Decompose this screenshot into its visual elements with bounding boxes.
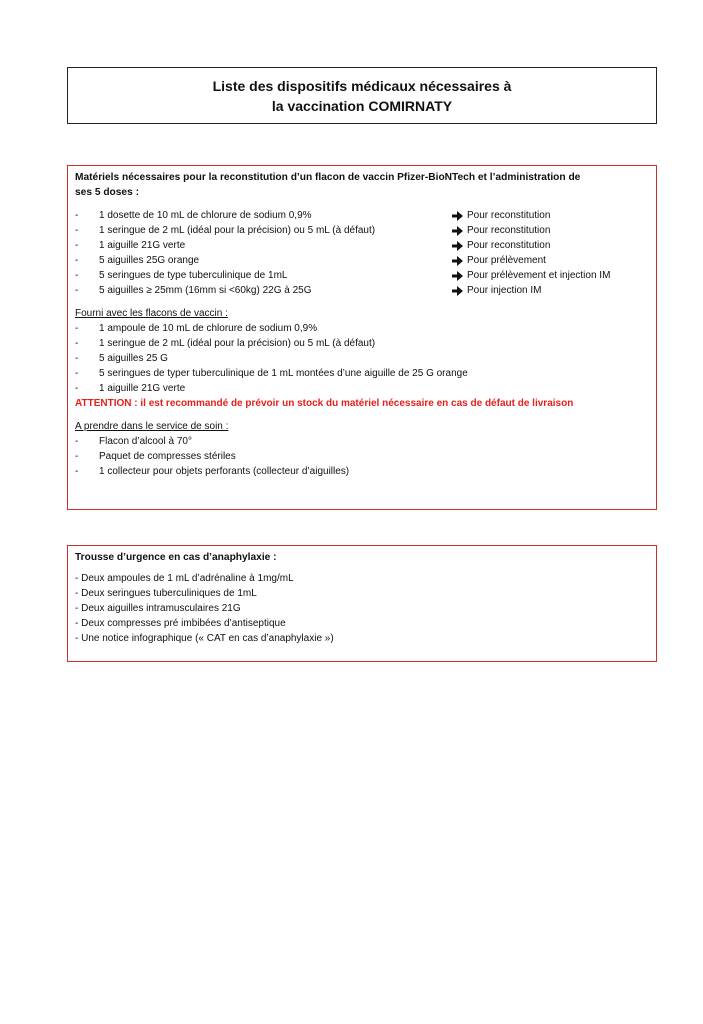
- emergency-item: - Deux aiguilles intramusculaires 21G: [75, 603, 241, 614]
- supplied-item: 5 seringues de typer tuberculinique de 1 mL montées d’une aiguille de 25 G orange: [99, 368, 468, 379]
- arrow-right-icon: [452, 256, 463, 266]
- list-item: [75, 449, 649, 464]
- list-dash: -: [75, 240, 79, 251]
- care-service-item: Flacon d’alcool à 70°: [99, 436, 192, 447]
- material-label: 1 seringue de 2 mL (idéal pour la précision) ou 5 mL (à défaut): [99, 225, 376, 236]
- care-service-item: 1 collecteur pour objets perforants (collecteur d’aiguilles): [99, 466, 350, 477]
- material-label: 5 aiguilles 25G orange: [99, 255, 200, 266]
- care-service-heading: A prendre dans le service de soin :: [75, 421, 229, 432]
- emergency-item: - Une notice infographique (« CAT en cas d’anaphylaxie »): [75, 633, 334, 644]
- list-item: [75, 366, 649, 381]
- list-dash: -: [75, 383, 79, 394]
- title-box: [67, 67, 657, 124]
- list-item: [75, 253, 649, 268]
- supplied-item: 1 aiguille 21G verte: [99, 383, 186, 394]
- supplied-item: 1 ampoule de 10 mL de chlorure de sodium 0,9%: [99, 323, 318, 334]
- list-item: [75, 336, 649, 351]
- arrow-right-icon: [452, 226, 463, 236]
- material-purpose: Pour reconstitution: [467, 240, 551, 251]
- list-dash: -: [75, 466, 79, 477]
- materials-box: [67, 165, 657, 510]
- emergency-item: - Deux seringues tuberculiniques de 1mL: [75, 588, 257, 599]
- list-item: [75, 464, 649, 479]
- emergency-heading: Trousse d’urgence en cas d’anaphylaxie :: [75, 552, 277, 563]
- title-line-1: Liste des dispositifs médicaux nécessaires à: [212, 77, 512, 94]
- material-purpose: Pour reconstitution: [467, 210, 551, 221]
- list-dash: -: [75, 255, 79, 266]
- material-purpose: Pour prélèvement: [467, 255, 546, 266]
- list-item: [75, 381, 649, 396]
- list-item: [75, 321, 649, 336]
- list-dash: -: [75, 338, 79, 349]
- material-purpose: Pour prélèvement et injection IM: [467, 270, 611, 281]
- list-dash: -: [75, 270, 79, 281]
- material-label: 1 aiguille 21G verte: [99, 240, 186, 251]
- arrow-right-icon: [452, 211, 463, 221]
- list-dash: -: [75, 225, 79, 236]
- supplied-item: 5 aiguilles 25 G: [99, 353, 168, 364]
- material-purpose: Pour reconstitution: [467, 225, 551, 236]
- material-purpose: Pour injection IM: [467, 285, 542, 296]
- arrow-right-icon: [452, 271, 463, 281]
- list-item: [75, 208, 649, 223]
- list-item: [75, 434, 649, 449]
- supplied-heading: Fourni avec les flacons de vaccin :: [75, 308, 228, 319]
- supplied-item: 1 seringue de 2 mL (idéal pour la précision) ou 5 mL (à défaut): [99, 338, 376, 349]
- list-dash: -: [75, 210, 79, 221]
- list-item: [75, 223, 649, 238]
- list-dash: -: [75, 368, 79, 379]
- list-item: [75, 351, 649, 366]
- material-label: 5 aiguilles ≥ 25mm (16mm si <60kg) 22G à 25G: [99, 285, 312, 296]
- list-item: [75, 283, 649, 298]
- emergency-box: [67, 545, 657, 662]
- material-label: 5 seringues de type tuberculinique de 1mL: [99, 270, 288, 281]
- list-dash: -: [75, 285, 79, 296]
- list-dash: -: [75, 436, 79, 447]
- care-service-item: Paquet de compresses stériles: [99, 451, 236, 462]
- list-item: [75, 268, 649, 283]
- list-dash: -: [75, 323, 79, 334]
- list-dash: -: [75, 353, 79, 364]
- warning-text: ATTENTION : il est recommandé de prévoir un stock du matériel nécessaire en cas de défaut de livraison: [75, 398, 574, 409]
- materials-heading-line-1: Matériels nécessaires pour la reconstitution d’un flacon de vaccin Pfizer-BioNTech et l’administration de: [75, 172, 581, 183]
- title-line-2: la vaccination COMIRNATY: [271, 97, 453, 114]
- list-item: [75, 238, 649, 253]
- emergency-item: - Deux compresses pré imbibées d’antiseptique: [75, 618, 286, 629]
- materials-heading-line-2: ses 5 doses :: [75, 187, 139, 198]
- list-dash: -: [75, 451, 79, 462]
- arrow-right-icon: [452, 241, 463, 251]
- emergency-item: - Deux ampoules de 1 mL d’adrénaline à 1mg/mL: [75, 573, 294, 584]
- material-label: 1 dosette de 10 mL de chlorure de sodium 0,9%: [99, 210, 312, 221]
- arrow-right-icon: [452, 286, 463, 296]
